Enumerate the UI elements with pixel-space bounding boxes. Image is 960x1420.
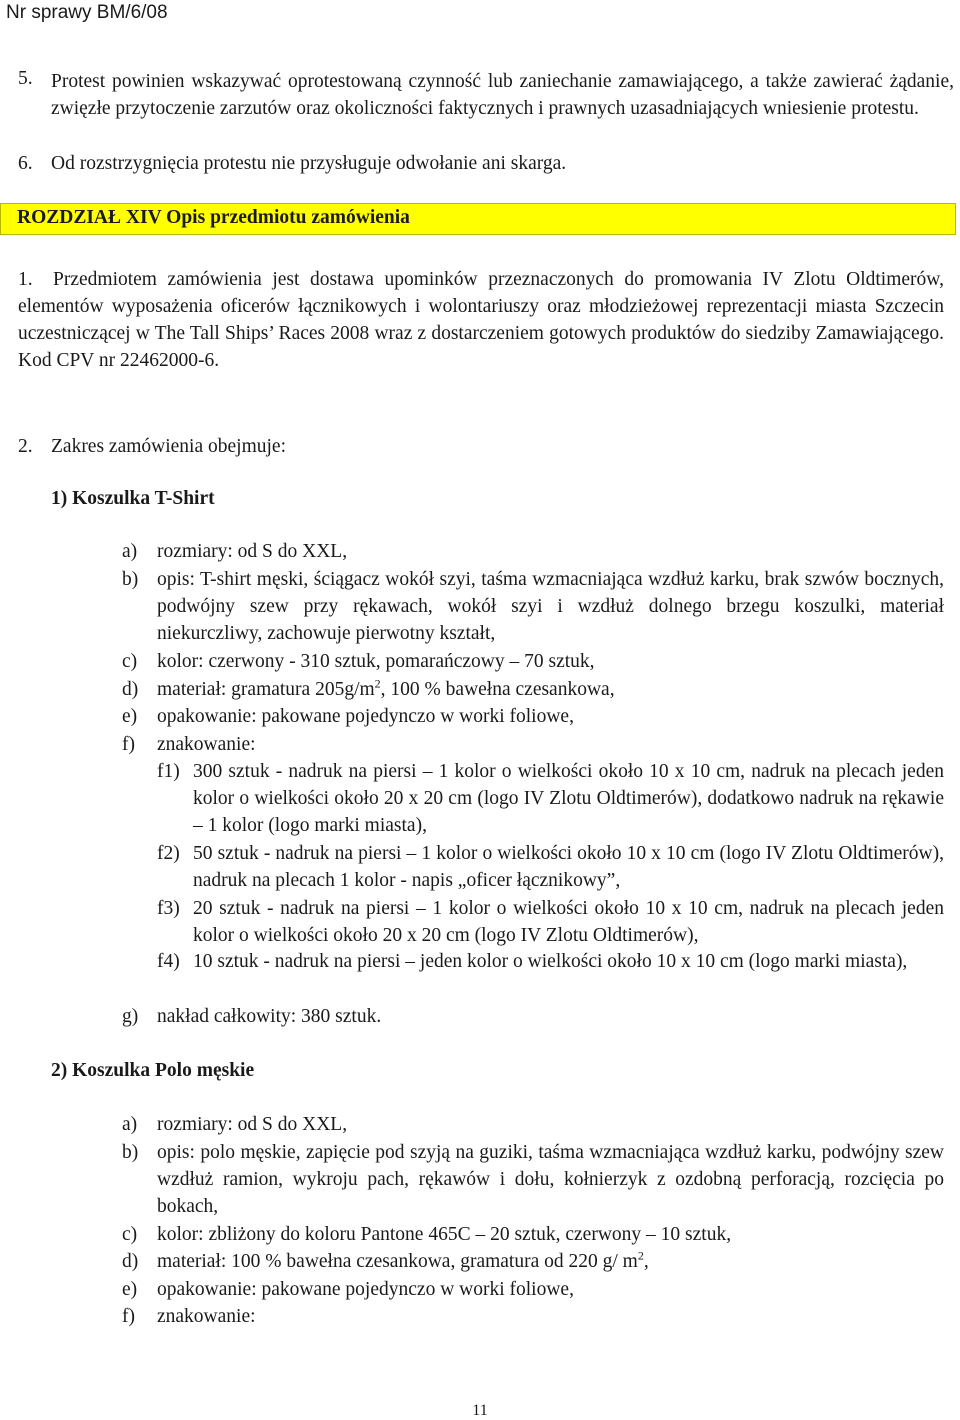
item-1-f-label: f) — [122, 734, 135, 755]
item-1-f4-text: 10 sztuk - nadruk na piersi – jeden kolor o wielkości około 10 x 10 cm (logo marki miasta), — [193, 951, 908, 972]
item-2-d-label: d) — [122, 1251, 139, 1272]
page-number: 11 — [472, 1402, 488, 1419]
item-1-e-label: e) — [122, 706, 138, 727]
item-2-e-label: e) — [122, 1279, 138, 1300]
paragraph-5-number: 5. — [18, 68, 33, 89]
section-1-text: Przedmiotem zamówienia jest dostawa upominków przeznaczonych do promowania IV Zlotu Oldtimerów, elementów wyposażenia oficerów łącznikowych i wolontariuszy oraz młodzieżowej reprezentacji miasta Szczecin uczestniczącej w The Tall Ships’ Races 2008 wraz z dostarczeniem gotowych produktów do siedziby Zamawiającego. Kod CPV nr 22462000-6. — [18, 269, 944, 371]
item-1-c-text: kolor: czerwony - 310 sztuk, pomarańczowy – 70 sztuk, — [157, 651, 595, 672]
item-2-b-text: opis: polo męskie, zapięcie pod szyją na guziki, taśma wzmacniająca wzdłuż karku, podwójny szew wzdłuż ramion, wykroju pach, rękawów i dołu, kołnierzyk z ozdobną perforacją, rozcięcia po bokach, — [157, 1142, 944, 1217]
item-1-b-label: b) — [122, 569, 139, 590]
item-1-f2-text: 50 sztuk - nadruk na piersi – 1 kolor o wielkości około 10 x 10 cm (logo IV Zlotu Oldtimerów), nadruk na plecach 1 kolor - napis „oficer łącznikowy”, — [193, 843, 944, 891]
item-1-d-text-post: , 100 % bawełna czesankowa, — [380, 679, 615, 700]
paragraph-6-text: Od rozstrzygnięcia protestu nie przysługuje odwołanie ani skarga. — [51, 153, 567, 174]
item-1-f4-label: f4) — [157, 951, 180, 972]
item-1-d-text — [157, 676, 615, 703]
item-1-d-label: d) — [122, 679, 139, 700]
paragraph-5-text: Protest powinien wskazywać oprotestowaną czynność lub zaniechanie zamawiającego, a także zawierać żądanie, zwięzłe przytoczenie zarzutów oraz okoliczności faktycznych i prawnych uzasadniających wniesienie protestu. — [51, 71, 954, 119]
item-2-a-label: a) — [122, 1114, 138, 1135]
item-1-e-text: opakowanie: pakowane pojedynczo w worki foliowe, — [157, 706, 574, 727]
section-2-number: 2. — [18, 436, 33, 457]
item-1-g-text: nakład całkowity: 380 sztuk. — [157, 1006, 382, 1027]
item-1-d-superscript: 2 — [374, 676, 381, 691]
item-2-c-label: c) — [122, 1224, 138, 1245]
item-2-e-text: opakowanie: pakowane pojedynczo w worki foliowe, — [157, 1279, 574, 1300]
item-1-f3-label: f3) — [157, 898, 180, 919]
item-1-f3-text: 20 sztuk - nadruk na piersi – 1 kolor o wielkości około 10 x 10 cm, nadruk na plecach jeden kolor o wielkości około 20 x 20 cm (logo IV Zlotu Oldtimerów), — [193, 898, 944, 946]
item-1-a-text: rozmiary: od S do XXL, — [157, 541, 348, 562]
item-1-c-label: c) — [122, 651, 138, 672]
item-1-f2-label: f2) — [157, 843, 180, 864]
paragraph-6-number: 6. — [18, 153, 33, 174]
item-2-d-text-post: , — [643, 1251, 649, 1272]
item-1-a-label: a) — [122, 541, 138, 562]
item-1-title: 1) Koszulka T-Shirt — [51, 488, 215, 509]
item-1-b-text: opis: T-shirt męski, ściągacz wokół szyi, taśma wzmacniająca wzdłuż karku, brak szwów bocznych, podwójny szew przy rękawach, wokół szyi i wzdłuż dolnego brzegu koszulki, materiał niekurczliwy, zachowuje pierwotny kształt, — [157, 569, 944, 644]
chapter-heading: ROZDZIAŁ XIV Opis przedmiotu zamówienia — [17, 207, 410, 228]
item-1-f1-label: f1) — [157, 761, 180, 782]
chapter-heading-bar — [0, 203, 956, 235]
item-2-d-text-pre: materiał: 100 % bawełna czesankowa, gramatura od 220 g/ m — [157, 1251, 638, 1272]
item-2-f-text: znakowanie: — [157, 1306, 256, 1327]
section-1-number: 1. — [18, 269, 33, 290]
case-number-header: Nr sprawy BM/6/08 — [6, 2, 168, 23]
item-1-d-text-pre: materiał: gramatura 205g/m — [157, 679, 375, 700]
item-1-f-text: znakowanie: — [157, 734, 256, 755]
item-2-b-label: b) — [122, 1142, 139, 1163]
item-2-title: 2) Koszulka Polo męskie — [51, 1060, 255, 1081]
item-2-a-text: rozmiary: od S do XXL, — [157, 1114, 348, 1135]
item-2-c-text: kolor: zbliżony do koloru Pantone 465C – 20 sztuk, czerwony – 10 sztuk, — [157, 1224, 732, 1245]
item-1-g-label: g) — [122, 1006, 139, 1027]
item-2-d-superscript: 2 — [637, 1248, 644, 1263]
section-2-text: Zakres zamówienia obejmuje: — [51, 436, 286, 457]
item-2-f-label: f) — [122, 1306, 135, 1327]
item-2-d-text — [157, 1248, 649, 1275]
item-1-f1-text: 300 sztuk - nadruk na piersi – 1 kolor o wielkości około 10 x 10 cm, nadruk na plecach jeden kolor o wielkości około 20 x 20 cm (logo IV Zlotu Oldtimerów), dodatkowo nadruk na rękawie – 1 kolor (logo marki miasta), — [193, 761, 944, 836]
